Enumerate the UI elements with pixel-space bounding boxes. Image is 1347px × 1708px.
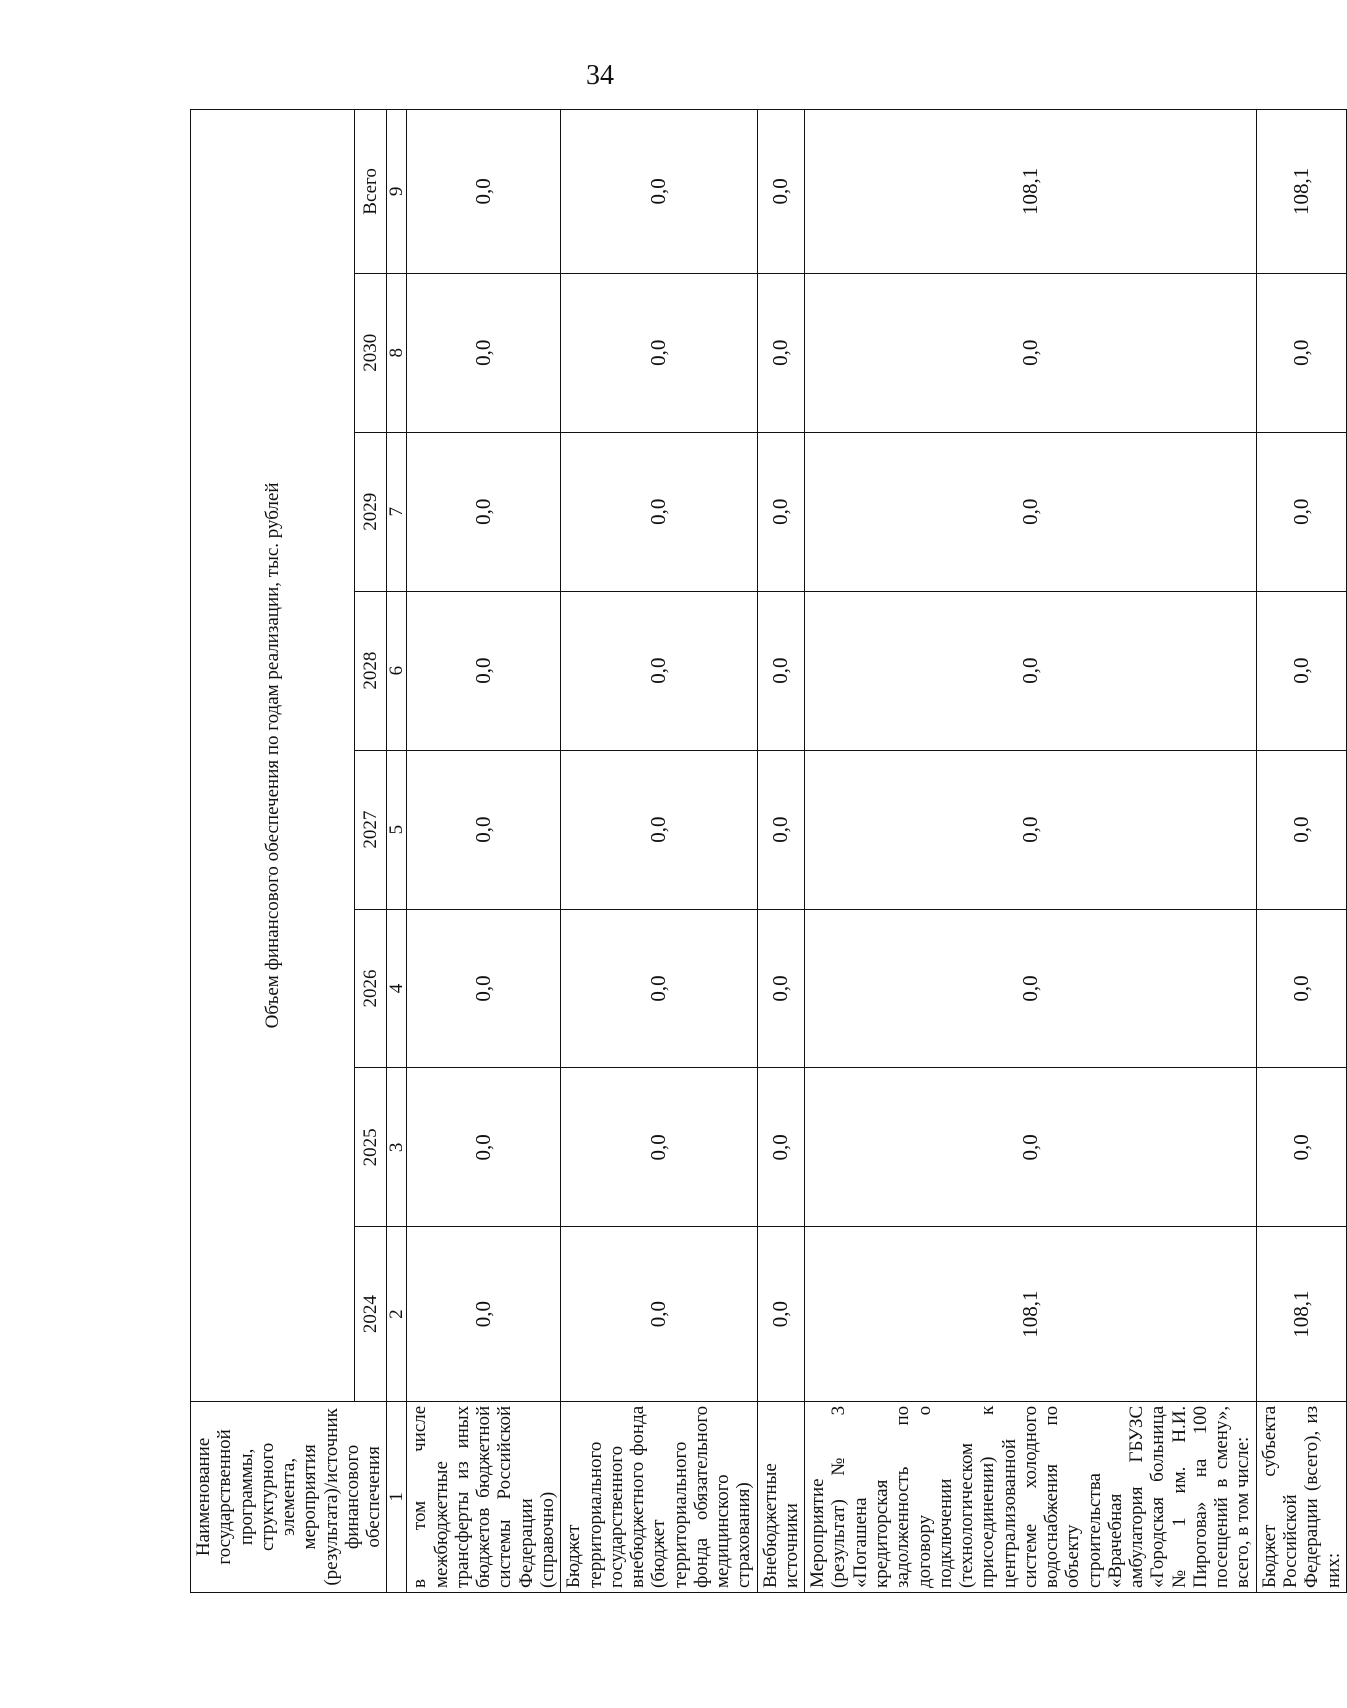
column-index-4: 4 (387, 909, 407, 1068)
financing-table-rotated (190, 109, 1344, 1593)
value-cell: 0,0 (757, 591, 805, 750)
value-cell: 0,0 (407, 591, 561, 750)
header-year-2029: 2029 (354, 432, 387, 591)
column-index-6: 6 (387, 591, 407, 750)
value-cell: 0,0 (407, 432, 561, 591)
value-cell: 0,0 (561, 591, 757, 750)
row-name-cell: Мероприятие (результат) № 3 «Погашена кредиторская задолженность по договору о подключении (технологическом присоединении) к централизованной системе холодного водоснабжения по объекту строительства «Врачебная амбулатория ГБУЗС «Городская больница № 1 им. Н.И. Пирогова» на 100 посещений в смену», всего, в том числе: (805, 1401, 1257, 1592)
value-cell: 0,0 (561, 1068, 757, 1227)
value-cell: 108,1 (805, 1227, 1257, 1401)
column-index-8: 8 (387, 273, 407, 432)
value-cell: 0,0 (757, 1068, 805, 1227)
value-cell: 0,0 (407, 909, 561, 1068)
value-cell: 0,0 (757, 1227, 805, 1401)
header-year-2030: 2030 (354, 273, 387, 432)
value-cell: 0,0 (805, 591, 1257, 750)
header-year-2025: 2025 (354, 1068, 387, 1227)
table-row (407, 110, 561, 1593)
row-name-cell: Внебюджетные источники (757, 1401, 805, 1592)
value-cell: 0,0 (757, 750, 805, 909)
value-cell: 0,0 (561, 909, 757, 1068)
value-cell: 0,0 (1256, 432, 1346, 591)
value-cell: 0,0 (757, 273, 805, 432)
header-year-2024: 2024 (354, 1227, 387, 1401)
value-cell: 0,0 (805, 273, 1257, 432)
value-cell: 0,0 (1256, 909, 1346, 1068)
value-cell: 0,0 (805, 1068, 1257, 1227)
column-index-1: 1 (387, 1401, 407, 1592)
value-cell: 0,0 (805, 909, 1257, 1068)
table-row (805, 110, 1257, 1593)
header-financing-group: Объем финансового обеспечения по годам реализации, тыс. рублей (191, 110, 355, 1402)
value-cell: 0,0 (805, 432, 1257, 591)
value-cell: 0,0 (757, 110, 805, 274)
column-index-5: 5 (387, 750, 407, 909)
value-cell: 0,0 (805, 750, 1257, 909)
value-cell: 0,0 (561, 750, 757, 909)
value-cell: 0,0 (1256, 591, 1346, 750)
table-row (757, 110, 805, 1593)
value-cell: 0,0 (1256, 273, 1346, 432)
value-cell: 0,0 (407, 750, 561, 909)
header-year-2027: 2027 (354, 750, 387, 909)
row-name-cell: Бюджет субъекта Российской Федерации (всего), из них: (1256, 1401, 1346, 1592)
value-cell: 0,0 (407, 273, 561, 432)
header-year-2026: 2026 (354, 909, 387, 1068)
value-cell: 0,0 (407, 110, 561, 274)
value-cell: 0,0 (757, 432, 805, 591)
value-cell: 0,0 (1256, 750, 1346, 909)
column-index-7: 7 (387, 432, 407, 591)
header-name-column: Наименование государственной программы, структурного элемента, мероприятия (результата)/источник финансового обеспечения (191, 1401, 387, 1592)
value-cell: 108,1 (805, 110, 1257, 274)
value-cell: 0,0 (561, 110, 757, 274)
row-name-cell: в том числе межбюджетные трансферты из иных бюджетов бюджетной системы Российской Федерации (справочно) (407, 1401, 561, 1592)
value-cell: 0,0 (561, 432, 757, 591)
value-cell: 0,0 (407, 1068, 561, 1227)
column-index-2: 2 (387, 1227, 407, 1401)
column-index-3: 3 (387, 1068, 407, 1227)
value-cell: 0,0 (561, 1227, 757, 1401)
header-year-2028: 2028 (354, 591, 387, 750)
value-cell: 0,0 (561, 273, 757, 432)
header-total: Всего (354, 110, 387, 274)
value-cell: 0,0 (757, 909, 805, 1068)
row-name-cell: Бюджет территориального государственного внебюджетного фонда (бюджет территориального фонда обязательного медицинского страхования) (561, 1401, 757, 1592)
page-number: 34 (586, 60, 614, 91)
value-cell: 108,1 (1256, 110, 1346, 274)
value-cell: 0,0 (1256, 1068, 1346, 1227)
table-row (1256, 110, 1346, 1593)
column-index-9: 9 (387, 110, 407, 274)
table-row (561, 110, 757, 1593)
value-cell: 108,1 (1256, 1227, 1346, 1401)
value-cell: 0,0 (407, 1227, 561, 1401)
financing-table (190, 109, 1347, 1593)
